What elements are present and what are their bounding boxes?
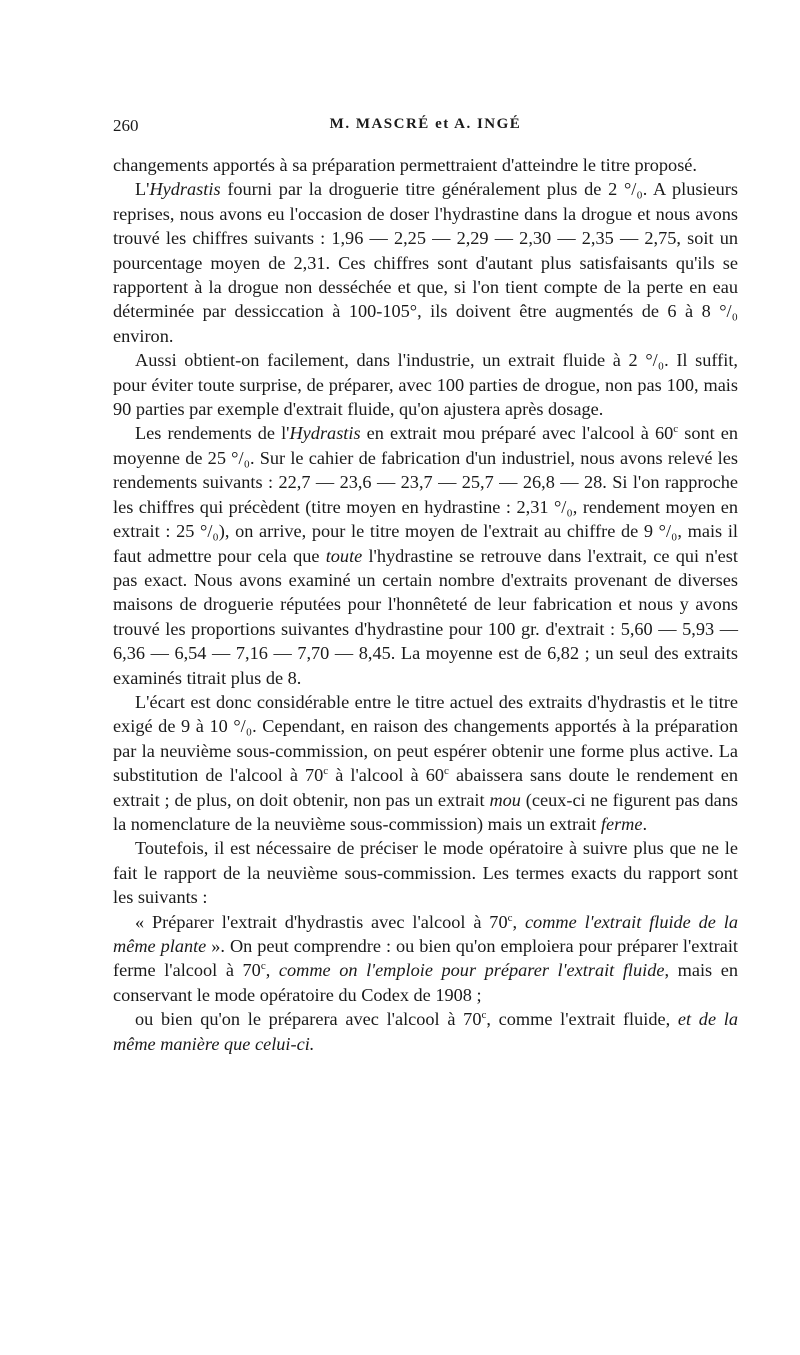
paragraph	[113, 153, 738, 177]
superscript: c	[260, 960, 266, 973]
text-run: L'	[135, 179, 150, 200]
paragraph	[113, 1007, 738, 1056]
paragraph	[113, 690, 738, 836]
paragraph	[113, 421, 738, 689]
page-number: 260	[113, 116, 139, 135]
italic-text: ferme	[600, 813, 643, 834]
text-run: L'écart est donc considérable entre le titre actuel des extraits d'hydrastis et le titre exigé de 9 à 10 °/₀. Cependant, en raison des changements apportés à la préparation par la neuvième sous-commission, on peut espérer obtenir une forme plus active. La substitution de l'alcool à 70	[113, 691, 738, 786]
superscript: c	[323, 765, 329, 778]
text-run: Aussi obtient-on facilement, dans l'industrie, un extrait fluide à 2 °/₀. Il suffit, pour éviter toute surprise, de préparer, avec 100 parties de drogue, non pas 100, mais 90 parties par exemple d'extrait fluide, qu'on ajustera après dosage.	[113, 350, 738, 420]
text-run: .	[642, 813, 648, 834]
text-run: fourni par la droguerie titre généralement plus de 2 °/₀. A plusieurs reprises, nous avons eu l'occasion de doser l'hydrastine dans la drogue et nous avons trouvé les chiffres suivants : 1,96 — 2,25 — 2,29 — 2,30 — 2,35 — 2,75, soit un pourcentage moyen de 2,31. Ces chiffres sont d'autant plus satisfaisants qu'ils se rapportent à la drogue non desséchée et que, si l'on tient compte de la perte en eau déterminée par dessiccation à 100-105°, ils doivent être augmentés de 6 à 8 °/₀ environ.	[113, 179, 738, 346]
superscript: c	[507, 911, 513, 924]
paragraph	[113, 348, 738, 421]
page-header	[113, 112, 738, 142]
text-run: ou bien qu'on le préparera avec l'alcool à 70	[135, 1009, 482, 1030]
text-run: sont en moyenne de 25 °/₀. Sur le cahier de fabrication d'un industriel, nous avons relevé les rendements suivants : 22,7 — 23,6 — 23,7 — 25,7 — 26,8 — 28. Si l'on rapproche les chiffres qui précèdent (titre moyen en hydrastine : 2,31 °/₀, rendement moyen en extrait : 25 °/₀), on arrive, pour le titre moyen de l'extrait au chiffre de 9 °/₀, mais il faut admettre pour cela que	[113, 423, 739, 566]
italic-text: mou	[489, 789, 521, 810]
text-run: en extrait mou préparé avec l'alcool à 60	[360, 423, 674, 444]
text-run: « Préparer l'extrait d'hydrastis avec l'alcool à 70	[135, 911, 508, 932]
italic-text: comme on l'emploie pour préparer l'extrait fluide	[278, 960, 665, 981]
text-run: , mais en conservant le mode opératoire du Codex de 1908 ;	[113, 960, 738, 1005]
text-run: ». On peut comprendre : ou bien qu'on emploiera pour préparer l'extrait ferme l'alcool à 70	[113, 936, 738, 981]
text-run: (ceux-ci ne figurent pas dans la nomenclature de la neuvième sous-commission) mais un extrait	[113, 789, 739, 834]
italic-text: Hydrastis	[289, 423, 361, 444]
paragraph	[113, 836, 738, 909]
superscript: c	[673, 423, 679, 436]
body-text	[113, 153, 738, 1056]
running-head: M. MASCRÉ et A. INGÉ	[329, 116, 522, 132]
text-run: abaissera sans doute le rendement en extrait ; de plus, on doit obtenir, non pas un extrait	[113, 765, 738, 810]
italic-text: comme l'extrait fluide de la même plante	[113, 911, 739, 956]
text-run: Toutefois, il est nécessaire de préciser le mode opératoire à suivre plus que ne le fait le rapport de la neuvième sous-commission. Les termes exacts du rapport sont les suivants :	[113, 838, 738, 908]
text-run: ,	[512, 911, 525, 932]
superscript: c	[481, 1009, 487, 1022]
paragraph	[113, 177, 738, 348]
text-run: ,	[265, 960, 279, 981]
superscript: c	[444, 765, 449, 778]
italic-text: toute	[325, 545, 363, 566]
text-run: , comme l'extrait fluide,	[486, 1009, 678, 1030]
italic-text: Hydrastis	[149, 179, 221, 200]
text-run: à l'alcool à 60	[328, 765, 445, 786]
paragraph	[113, 910, 738, 1008]
italic-text: et de la même manière que celui-ci.	[113, 1009, 738, 1054]
text-run: Les rendements de l'	[135, 423, 290, 444]
text-run: changements apportés à sa préparation permettraient d'atteindre le titre proposé.	[113, 155, 697, 175]
text-run: l'hydrastine se retrouve dans l'extrait, ce qui n'est pas exact. Nous avons examiné un certain nombre d'extraits provenant de diverses maisons de droguerie réputées pour l'honnêteté de leur fabrication et nous y avons trouvé les proportions suivantes d'hydrastine pour 100 gr. d'extrait : 5,60 — 5,93 — 6,36 — 6,54 — 7,16 — 7,70 — 8,45. La moyenne est de 6,82 ; un seul des extraits examinés titrait plus de 8.	[113, 545, 738, 688]
